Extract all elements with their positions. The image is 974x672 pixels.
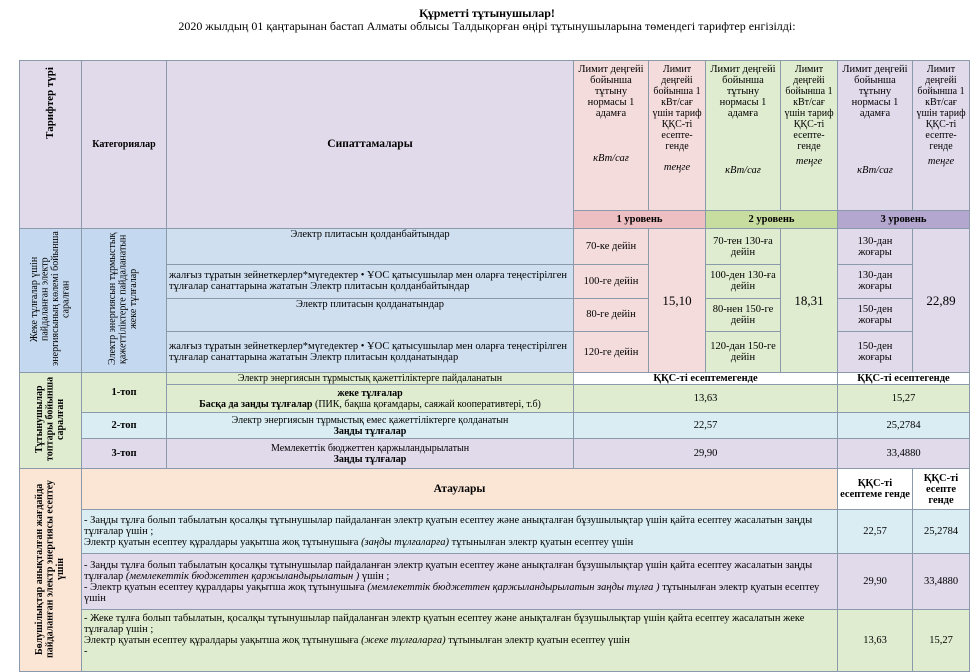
violation-individuals-no-vat: 13,63	[838, 610, 913, 672]
norm-l3-row3: 150-ден жоғары	[838, 298, 913, 332]
group-3-name: 3-топ	[82, 439, 167, 469]
violation-budget-no-vat: 29,90	[838, 554, 913, 610]
norm-l3-row1: 130-дан жоғары	[838, 229, 913, 265]
names-header: Атаулары	[82, 469, 838, 510]
group-3-no-vat: 29,90	[574, 439, 838, 469]
level-3-header: 3 уровень	[838, 211, 970, 229]
tariff-l3-header: Лимит деңгейі бойынша 1 кВт/сағ үшін тариф ҚҚС-ті есепте-генде теңге	[913, 61, 970, 211]
descriptions-header: Сипаттамалары	[167, 61, 574, 229]
tariff-l3-value: 22,89	[913, 229, 970, 373]
desc-no-stove: Электр плитасын қолданбайтындар	[167, 229, 574, 265]
norm-l1-row2: 100-ге дейін	[574, 265, 649, 299]
group-1-no-vat: 13,63	[574, 385, 838, 413]
tariff-l2-header: Лимит деңгейі бойынша 1 кВт/сағ үшін тариф ҚҚС-ті есепте-генде теңге	[781, 61, 838, 211]
group-1-desc-b: жеке тұлғалар Басқа да заңды тұлғалар (ПИК, бақша қоғамдары, саяжай кооперативтері, т.б)	[167, 385, 574, 413]
desc-pensioners-with-stove: жалғыз тұратын зейнеткерлер*мүгедектер • ҰОС қатысушылар мен оларға теңестірілген тұлғалар санаттарына жататын Электр плитасын қолданатындар	[167, 332, 574, 373]
norm-l2-row4: 120-дан 150-ге дейін	[706, 332, 781, 373]
tariff-l2-value: 18,31	[781, 229, 838, 373]
norm-l2-row3: 80-нен 150-ге дейін	[706, 298, 781, 332]
violation-budget-vat: 33,4880	[913, 554, 970, 610]
violation-individuals-vat: 15,27	[913, 610, 970, 672]
violation-budget-entities: - Заңды тұлға болып табылатын қосалқы тұтынушылар пайдаланған электр қуатын есептеу және анықталған бұзушылықтар үшін қайта есептеу жасалатын заңды тұлғалар (мемлекеттік бюджеттен қаржыландырылатын ) үшін ; - Электр қуатын есептеу құралдары уақытша жоқ тұтынушыға (мемлекеттік бюджеттен қаржыландырылатын заңды тұлға ) тұтынылған электр қуатын есептеу үшін	[82, 554, 838, 610]
norm-l1-row1: 70-ке дейін	[574, 229, 649, 265]
violation-legal-entities: - Заңды тұлға болып табылатын қосалқы тұтынушылар пайдаланған электр қуатын есептеу және анықталған бұзушылықтар үшін қайта есептеу жасалатын заңды тұлғалар үшін ; Электр қуатын есептеу құралдары уақытша жоқ тұтынушыға (заңды тұлғаларға) тұтынылған электр қуатын есептеу үшін	[82, 510, 838, 554]
norm-l3-row2: 130-дан жоғары	[838, 265, 913, 299]
section-individuals-category: Электр энергиясын тұрмыстық қажеттіліктерге пайдаланатын жеке тұлғалар	[82, 229, 167, 373]
norm-l2-row2: 100-ден 130-ға дейін	[706, 265, 781, 299]
head-no-vat: ҚҚС-ті есептемегенде	[574, 373, 838, 385]
s3-head-no-vat: ҚҚС-ті есептеме генде	[838, 469, 913, 510]
head-vat: ҚҚС-ті есептегенде	[838, 373, 970, 385]
norm-l3-row4: 150-ден жоғары	[838, 332, 913, 373]
group-2-vat: 25,2784	[838, 413, 970, 439]
group-3-vat: 33,4880	[838, 439, 970, 469]
desc-pensioners-no-stove: жалғыз тұратын зейнеткерлер*мүгедектер • ҰОС қатысушылар мен оларға теңестірілген тұлғалар санаттарына жататын Электр плитасын қолданбайтындар	[167, 265, 574, 299]
limit-norm-l1-header: Лимит деңгейі бойынша тұтыну нормасы 1 адамға кВт/сағ	[574, 61, 649, 211]
categories-header: Категориялар	[82, 61, 167, 229]
notice-subtitle: 2020 жылдың 01 қаңтарынан бастап Алматы облысы Талдықорған өңірі тұтынушыларына төмендегі тарифтер енгізілді:	[178, 19, 796, 33]
limit-norm-l3-header: Лимит деңгейі бойынша тұтыну нормасы 1 адамға кВт/сағ	[838, 61, 913, 211]
section-individuals-label: Жеке тұлғалар үшін пайдаланған электр энергиясының көлемі бойынша саралған	[20, 229, 82, 373]
group-1-desc-a: Электр энергиясын тұрмыстық қажеттіліктерге пайдаланатын	[167, 373, 574, 385]
section-violations-label: Бөлушілықтар анықталған жағдайда пайдаланған электр энергиясы есептеу үшін	[20, 469, 82, 672]
level-2-header: 2 уровень	[706, 211, 838, 229]
group-2-name: 2-топ	[82, 413, 167, 439]
violation-legal-no-vat: 22,57	[838, 510, 913, 554]
violation-legal-vat: 25,2784	[913, 510, 970, 554]
group-2-no-vat: 22,57	[574, 413, 838, 439]
desc-with-stove: Электр плитасын қолданатындар	[167, 298, 574, 332]
section-groups-label: Тұтынушылар топтары бойынша саралған	[20, 373, 82, 469]
tariff-type-header: Тарифтер түрі	[20, 61, 82, 229]
group-1-name: 1-топ	[82, 373, 167, 413]
group-1-vat: 15,27	[838, 385, 970, 413]
s3-head-vat: ҚҚС-ті есепте генде	[913, 469, 970, 510]
group-3-desc: Мемлекеттік бюджеттен қаржыландырылатын Заңды тұлғалар	[167, 439, 574, 469]
norm-l1-row4: 120-ге дейін	[574, 332, 649, 373]
notice-title: Құрметті тұтынушылар!	[419, 6, 555, 20]
tariff-table	[19, 60, 970, 672]
norm-l1-row3: 80-ге дейін	[574, 298, 649, 332]
norm-l2-row1: 70-тен 130-ға дейін	[706, 229, 781, 265]
level-1-header: 1 уровень	[574, 211, 706, 229]
violation-individuals: - Жеке тұлға болып табылатын, қосалқы тұтынушылар пайдаланған электр қуатын есептеу және анықталған бұзушылықтар үшін қайта есептеу жасалатын жеке тұлғалар үшін ; Электр қуатын есептеу құралдары уақытша жоқ тұтынушыға (жеке тұлғаларға) тұтынылған электр қуатын есептеу үшін -	[82, 610, 838, 672]
tariff-l1-header: Лимит деңгейі бойынша 1 кВт/сағ үшін тариф ҚҚС-ті есепте-генде теңге	[649, 61, 706, 211]
group-2-desc: Электр энергиясын тұрмыстық емес қажеттіліктерге қолданатын Заңды тұлғалар	[167, 413, 574, 439]
tariff-l1-value: 15,10	[649, 229, 706, 373]
limit-norm-l2-header: Лимит деңгейі бойынша тұтыну нормасы 1 адамға кВт/сағ	[706, 61, 781, 211]
